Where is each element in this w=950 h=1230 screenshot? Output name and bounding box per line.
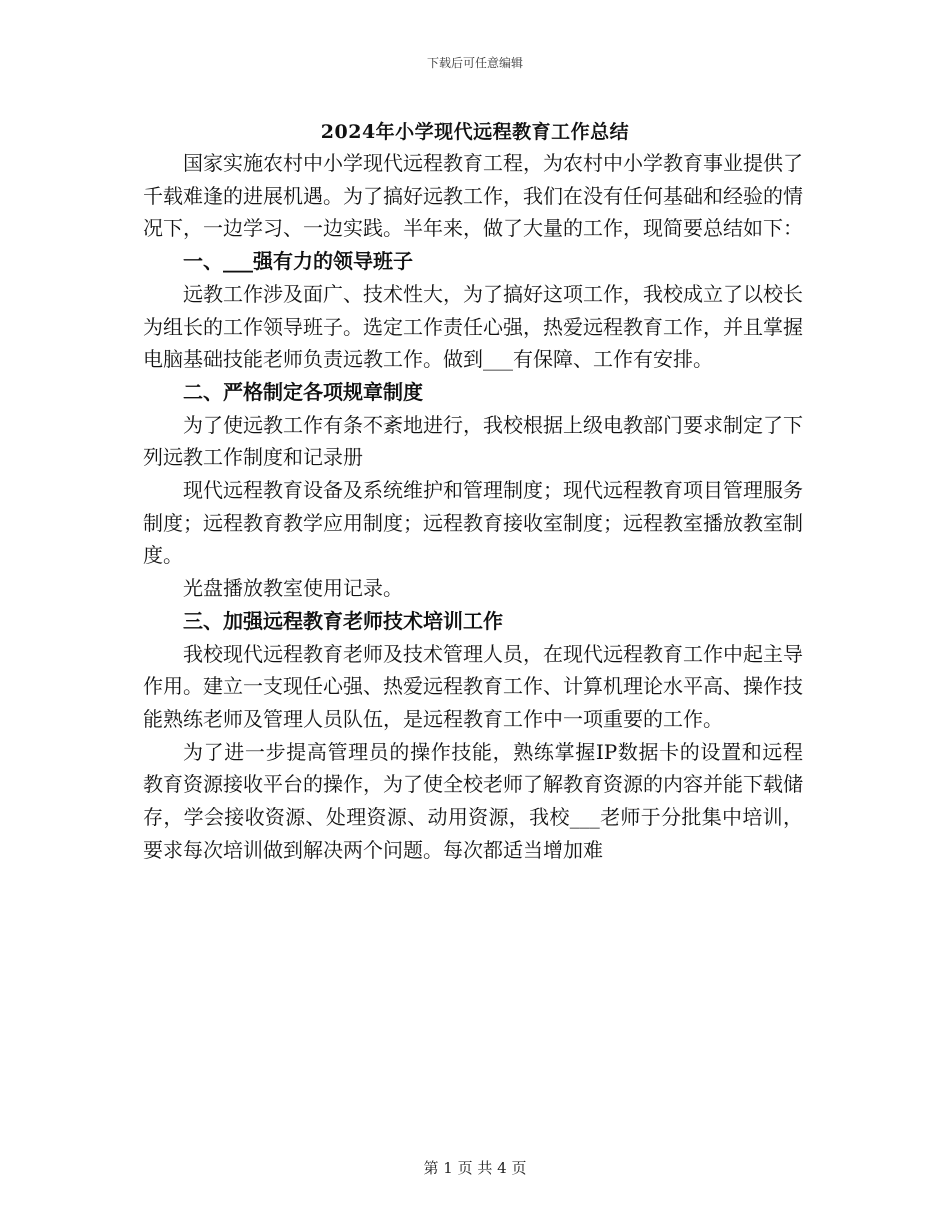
- paragraph-rules-record: 光盘播放教室使用记录。: [183, 576, 403, 601]
- page-header-note: 下载后可任意编辑: [426, 56, 523, 70]
- paragraph-rules-list: 现代远程教育设备及系统维护和管理制度；现代远程教育项目管理服务制度；远程教育教学应用制度；远程教育接收室制度；远程教室播放教室制度。: [143, 478, 803, 568]
- document-body: [143, 147, 803, 866]
- paragraph-training-2: 为了进一步提高管理员的操作技能，熟练掌握IP数据卡的设置和远程教育资源接收平台的操作，为了使全校老师了解教育资源的内容并能下载储存，学会接收资源、处理资源、动用资源，我校___老师于分批集中培训，要求每次培训做到解决两个问题。每次都适当增加难: [143, 739, 803, 862]
- paragraph-leadership: 远教工作涉及面广、技术性大，为了搞好这项工作，我校成立了以校长为组长的工作领导班子。选定工作责任心强，热爱远程教育工作，并且掌握电脑基础技能老师负责远教工作。做到___有保障、工作有安排。: [143, 281, 803, 372]
- section-heading-3: 三、加强远程教育老师技术培训工作: [183, 608, 503, 633]
- document-title: 2024年小学现代远程教育工作总结: [320, 121, 630, 143]
- section-heading-2: 二、严格制定各项规章制度: [183, 379, 423, 404]
- paragraph-intro: 国家实施农村中小学现代远程教育工程，为农村中小学教育事业提供了千载难逢的进展机遇。为了搞好远教工作，我们在没有任何基础和经验的情况下，一边学习、一边实践。半年来，做了大量的工作，现简要总结如下：: [143, 151, 803, 241]
- paragraph-training-1: 我校现代远程教育老师及技术管理人员，在现代远程教育工作中起主导作用。建立一支现任心强、热爱远程教育工作、计算机理论水平高、操作技能熟练老师及管理人员队伍，是远程教育工作中一项重要的工作。: [143, 641, 803, 731]
- section-heading-1: 一、___强有力的领导班子: [183, 249, 413, 274]
- paragraph-rules-intro: 为了使远教工作有条不紊地进行，我校根据上级电教部门要求制定了下列远教工作制度和记录册: [143, 412, 803, 470]
- page-number: 第 1 页 共 4 页: [423, 1159, 527, 1177]
